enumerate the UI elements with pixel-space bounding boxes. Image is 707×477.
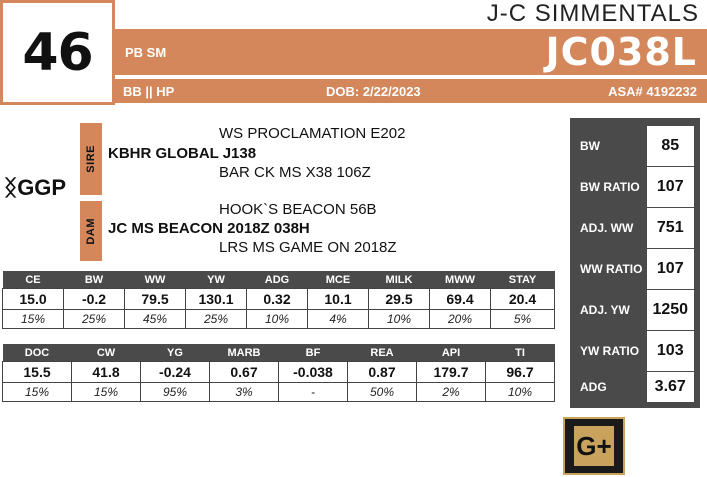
epd-header: YG bbox=[141, 344, 210, 362]
epd-value: 15.0 bbox=[3, 289, 64, 310]
epd-value: 10.1 bbox=[308, 289, 369, 310]
epd-header: MCE bbox=[308, 271, 369, 289]
epd-percentile: 5% bbox=[491, 310, 555, 329]
performance-value: 85 bbox=[647, 126, 695, 166]
epd-percentile: 3% bbox=[210, 383, 279, 402]
performance-value: 1250 bbox=[647, 290, 695, 330]
accredited-genomic-badge bbox=[563, 417, 625, 475]
epd-value: 15.5 bbox=[3, 362, 72, 383]
epd-value: 79.5 bbox=[125, 289, 186, 310]
ggp-genomic-icon: ᛝGGP bbox=[4, 175, 67, 200]
epd-percentile: 25% bbox=[64, 310, 125, 329]
performance-row bbox=[576, 290, 694, 330]
epd-header: TI bbox=[486, 344, 555, 362]
performance-label: YW RATIO bbox=[580, 344, 640, 358]
epd-header: CW bbox=[72, 344, 141, 362]
epd-header: MWW bbox=[430, 271, 491, 289]
epd-value: 69.4 bbox=[430, 289, 491, 310]
epd-value: -0.2 bbox=[64, 289, 125, 310]
dam-sire: HOOK`S BEACON 56B bbox=[219, 201, 377, 218]
epd-value: 0.32 bbox=[247, 289, 308, 310]
epd-header: MARB bbox=[210, 344, 279, 362]
performance-row bbox=[576, 331, 694, 371]
dam-label: DAM bbox=[80, 201, 102, 261]
asa-number: ASA# 4192232 bbox=[608, 84, 697, 99]
epd-value: 29.5 bbox=[369, 289, 430, 310]
lot-number-box bbox=[0, 0, 115, 105]
epd-value: 41.8 bbox=[72, 362, 141, 383]
epd-table-1 bbox=[2, 271, 555, 329]
epd-percentile: 10% bbox=[486, 383, 555, 402]
epd-header: YW bbox=[186, 271, 247, 289]
epd-header: STAY bbox=[491, 271, 555, 289]
epd-percentile: 95% bbox=[141, 383, 210, 402]
ranch-name: J-C SIMMENTALS bbox=[486, 0, 699, 27]
epd-header: BF bbox=[279, 344, 348, 362]
performance-label: WW RATIO bbox=[580, 262, 643, 276]
performance-value: 107 bbox=[647, 249, 695, 289]
epd-value: -0.24 bbox=[141, 362, 210, 383]
epd-percentile: 25% bbox=[186, 310, 247, 329]
epd-value: -0.038 bbox=[279, 362, 348, 383]
performance-row bbox=[576, 126, 694, 166]
tag-number: JC038L bbox=[545, 30, 697, 74]
dam-name: JC MS BEACON 2018Z 038H bbox=[108, 220, 310, 237]
epd-percentile: 2% bbox=[417, 383, 486, 402]
performance-value: 751 bbox=[647, 208, 695, 248]
epd-percentile: - bbox=[279, 383, 348, 402]
g-plus-logo: G+ bbox=[574, 426, 614, 466]
epd-value: 0.67 bbox=[210, 362, 279, 383]
sire-dam: BAR CK MS X38 106Z bbox=[219, 164, 371, 181]
performance-row bbox=[576, 208, 694, 248]
performance-label: ADJ. YW bbox=[580, 303, 630, 317]
sire-label: SIRE bbox=[80, 123, 102, 195]
dam-dam: LRS MS GAME ON 2018Z bbox=[219, 239, 397, 256]
lot-number: 46 bbox=[22, 22, 93, 83]
epd-percentile: 10% bbox=[369, 310, 430, 329]
performance-label: ADG bbox=[580, 380, 607, 394]
epd-header: CE bbox=[3, 271, 64, 289]
epd-value: 96.7 bbox=[486, 362, 555, 383]
epd-header: WW bbox=[125, 271, 186, 289]
performance-panel bbox=[570, 118, 700, 408]
epd-value: 20.4 bbox=[491, 289, 555, 310]
sire-name: KBHR GLOBAL J138 bbox=[108, 145, 257, 162]
performance-label: BW bbox=[580, 139, 600, 153]
performance-row bbox=[576, 249, 694, 289]
epd-percentile: 45% bbox=[125, 310, 186, 329]
epd-header: API bbox=[417, 344, 486, 362]
epd-header: MILK bbox=[369, 271, 430, 289]
epd-header: REA bbox=[348, 344, 417, 362]
epd-header: BW bbox=[64, 271, 125, 289]
performance-row bbox=[576, 167, 694, 207]
performance-value: 107 bbox=[647, 167, 695, 207]
performance-value: 103 bbox=[647, 331, 695, 371]
epd-value: 0.87 bbox=[348, 362, 417, 383]
epd-percentile: 10% bbox=[247, 310, 308, 329]
performance-label: BW RATIO bbox=[580, 180, 640, 194]
epd-table-2 bbox=[2, 344, 555, 402]
epd-percentile: 50% bbox=[348, 383, 417, 402]
breed-label: PB SM bbox=[125, 45, 167, 60]
performance-label: ADJ. WW bbox=[580, 221, 634, 235]
epd-header: ADG bbox=[247, 271, 308, 289]
epd-header: DOC bbox=[3, 344, 72, 362]
epd-percentile: 4% bbox=[308, 310, 369, 329]
epd-percentile: 20% bbox=[430, 310, 491, 329]
genetic-markers: BB || HP bbox=[123, 84, 175, 99]
epd-percentile: 15% bbox=[72, 383, 141, 402]
epd-percentile: 15% bbox=[3, 310, 64, 329]
epd-value: 179.7 bbox=[417, 362, 486, 383]
date-of-birth: DOB: 2/22/2023 bbox=[326, 84, 421, 99]
sire-sire: WS PROCLAMATION E202 bbox=[219, 125, 406, 142]
epd-percentile: 15% bbox=[3, 383, 72, 402]
epd-value: 130.1 bbox=[186, 289, 247, 310]
performance-row bbox=[576, 372, 694, 402]
performance-value: 3.67 bbox=[647, 372, 695, 402]
